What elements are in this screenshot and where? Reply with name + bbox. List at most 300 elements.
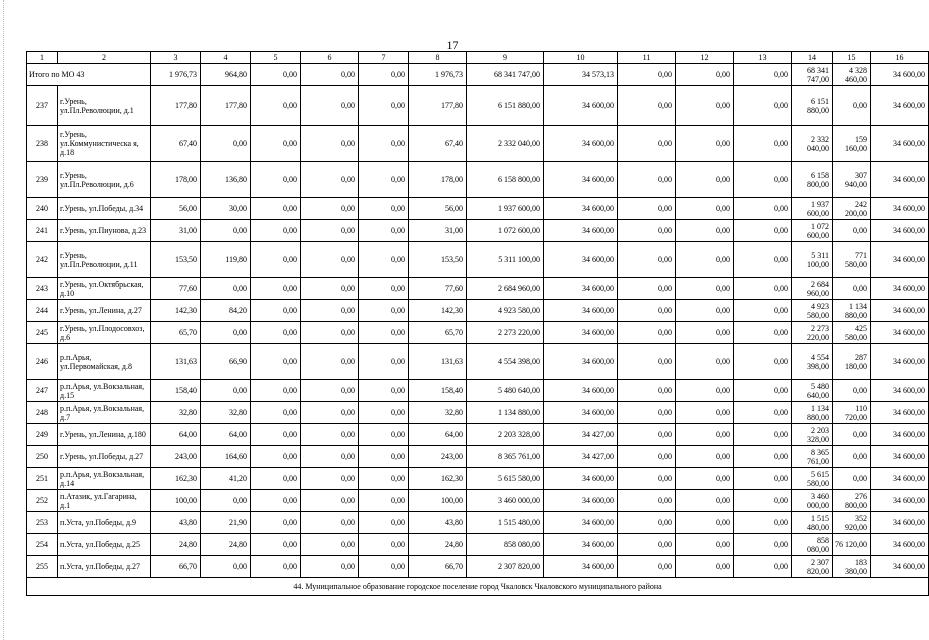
address-cell: г.Урень, ул.Пл.Революции, д.11: [58, 242, 151, 278]
table-cell: 0,00: [618, 424, 676, 446]
table-cell: 158,40: [151, 380, 201, 402]
row-number-cell: 250: [27, 446, 58, 468]
row-number-cell: 252: [27, 490, 58, 512]
table-cell: 0,00: [301, 534, 359, 556]
table-cell: 34 600,00: [871, 86, 929, 126]
table-cell: 8 365 761,00: [467, 446, 544, 468]
table-cell: 34 600,00: [544, 86, 618, 126]
table-cell: 0,00: [301, 126, 359, 162]
table-cell: 2 332 040,00: [792, 126, 833, 162]
table-cell: 0,00: [201, 278, 251, 300]
table-row: [27, 446, 929, 468]
table-cell: 0,00: [618, 446, 676, 468]
table-cell: 0,00: [676, 490, 734, 512]
table-cell: 162,30: [409, 468, 467, 490]
housing-program-table: [26, 51, 929, 596]
row-number-cell: 248: [27, 402, 58, 424]
row-number-cell: 244: [27, 300, 58, 322]
table-cell: 5 615 580,00: [467, 468, 544, 490]
table-cell: 0,00: [251, 424, 301, 446]
table-cell: 164,60: [201, 446, 251, 468]
table-cell: 0,00: [734, 424, 792, 446]
column-header: 16: [871, 52, 929, 64]
table-cell: 0,00: [301, 490, 359, 512]
table-cell: 0,00: [734, 446, 792, 468]
table-cell: 0,00: [359, 64, 409, 86]
table-cell: 0,00: [301, 220, 359, 242]
table-row: [27, 162, 929, 198]
table-cell: 77,60: [151, 278, 201, 300]
table-cell: 43,80: [409, 512, 467, 534]
table-cell: 0,00: [251, 162, 301, 198]
table-cell: 34 600,00: [544, 490, 618, 512]
table-cell: 0,00: [618, 198, 676, 220]
table-cell: 0,00: [676, 556, 734, 578]
table-cell: 0,00: [359, 198, 409, 220]
table-cell: 4 923 580,00: [467, 300, 544, 322]
table-cell: 2 307 820,00: [467, 556, 544, 578]
table-cell: 0,00: [618, 512, 676, 534]
table-cell: 0,00: [251, 242, 301, 278]
table-cell: 0,00: [359, 380, 409, 402]
column-header: 15: [833, 52, 871, 64]
table-cell: 1 937 600,00: [467, 198, 544, 220]
table-cell: 41,20: [201, 468, 251, 490]
table-cell: 34 600,00: [871, 446, 929, 468]
address-cell: р.п.Арья, ул.Первомайская, д.8: [58, 344, 151, 380]
page-edge-line: [3, 0, 5, 640]
table-cell: 159 160,00: [833, 126, 871, 162]
table-cell: 0,00: [734, 344, 792, 380]
table-cell: 0,00: [833, 380, 871, 402]
column-number-row: [27, 52, 929, 64]
column-header: 11: [618, 52, 676, 64]
table-cell: 0,00: [734, 402, 792, 424]
table-cell: 34 600,00: [871, 344, 929, 380]
address-cell: п.Уста, ул.Победы, д.25: [58, 534, 151, 556]
address-cell: р.п.Арья, ул.Вокзальная, д.14: [58, 468, 151, 490]
table-cell: 0,00: [618, 220, 676, 242]
table-cell: 0,00: [618, 300, 676, 322]
table-cell: 100,00: [409, 490, 467, 512]
table-cell: 0,00: [301, 64, 359, 86]
table-cell: 68 341 747,00: [792, 64, 833, 86]
row-number-cell: 247: [27, 380, 58, 402]
table-cell: 119,80: [201, 242, 251, 278]
table-cell: 65,70: [409, 322, 467, 344]
table-cell: 0,00: [833, 424, 871, 446]
table-cell: 30,00: [201, 198, 251, 220]
table-cell: 32,80: [201, 402, 251, 424]
table-cell: 1 134 880,00: [833, 300, 871, 322]
table-row: [27, 512, 929, 534]
table-cell: 34 600,00: [871, 402, 929, 424]
column-header: 12: [676, 52, 734, 64]
table-cell: 0,00: [618, 490, 676, 512]
table-cell: 0,00: [251, 556, 301, 578]
address-cell: г.Урень, ул.Ленина, д.27: [58, 300, 151, 322]
table-cell: 183 380,00: [833, 556, 871, 578]
table-cell: 34 573,13: [544, 64, 618, 86]
table-cell: 31,00: [151, 220, 201, 242]
table-cell: 34 600,00: [544, 300, 618, 322]
table-cell: 3 460 000,00: [467, 490, 544, 512]
table-cell: 0,00: [301, 198, 359, 220]
table-cell: 0,00: [301, 322, 359, 344]
table-cell: 2 307 820,00: [792, 556, 833, 578]
table-cell: 158,40: [409, 380, 467, 402]
table-cell: 178,00: [409, 162, 467, 198]
table-cell: 34 600,00: [871, 64, 929, 86]
address-cell: г.Урень, ул.Победы, д.27: [58, 446, 151, 468]
address-cell: г.Урень, ул.Пл.Революции, д.6: [58, 162, 151, 198]
table-cell: 0,00: [618, 126, 676, 162]
table-cell: 24,80: [151, 534, 201, 556]
column-header: 7: [359, 52, 409, 64]
table-cell: 34 427,00: [544, 424, 618, 446]
table-cell: 0,00: [301, 446, 359, 468]
table-cell: 0,00: [201, 556, 251, 578]
table-cell: 34 427,00: [544, 446, 618, 468]
table-cell: 0,00: [734, 512, 792, 534]
column-header: 4: [201, 52, 251, 64]
table-cell: 34 600,00: [871, 300, 929, 322]
table-cell: 177,80: [201, 86, 251, 126]
table-cell: 2 684 960,00: [792, 278, 833, 300]
table-cell: 964,80: [201, 64, 251, 86]
table-row: [27, 242, 929, 278]
table-cell: 142,30: [409, 300, 467, 322]
table-cell: 34 600,00: [871, 162, 929, 198]
table-cell: 0,00: [359, 242, 409, 278]
table-cell: 0,00: [359, 86, 409, 126]
table-cell: 5 480 640,00: [467, 380, 544, 402]
row-number-cell: 242: [27, 242, 58, 278]
row-number-cell: 239: [27, 162, 58, 198]
table-cell: 0,00: [359, 424, 409, 446]
table-cell: 0,00: [251, 198, 301, 220]
table-row: [27, 534, 929, 556]
table-row: [27, 126, 929, 162]
table-cell: 142,30: [151, 300, 201, 322]
table-cell: 2 273 220,00: [467, 322, 544, 344]
table-cell: 34 600,00: [544, 278, 618, 300]
section-footer-row: [27, 578, 929, 596]
table-cell: 31,00: [409, 220, 467, 242]
table-cell: 65,70: [151, 322, 201, 344]
table-cell: 64,00: [201, 424, 251, 446]
table-cell: 4 554 398,00: [467, 344, 544, 380]
table-cell: 43,80: [151, 512, 201, 534]
table-cell: 34 600,00: [544, 126, 618, 162]
table-cell: 6 158 800,00: [792, 162, 833, 198]
table-cell: 131,63: [151, 344, 201, 380]
table-cell: 34 600,00: [544, 380, 618, 402]
table-cell: 131,63: [409, 344, 467, 380]
table-cell: 0,00: [833, 86, 871, 126]
table-cell: 0,00: [676, 424, 734, 446]
column-header: 8: [409, 52, 467, 64]
column-header: 6: [301, 52, 359, 64]
table-cell: 0,00: [734, 300, 792, 322]
table-cell: 242 200,00: [833, 198, 871, 220]
table-cell: 0,00: [676, 512, 734, 534]
row-number-cell: 255: [27, 556, 58, 578]
column-header: 10: [544, 52, 618, 64]
table-cell: 162,30: [151, 468, 201, 490]
table-cell: 0,00: [251, 64, 301, 86]
table-cell: 352 920,00: [833, 512, 871, 534]
table-cell: 243,00: [151, 446, 201, 468]
table-cell: 2 684 960,00: [467, 278, 544, 300]
table-cell: 34 600,00: [871, 220, 929, 242]
table-cell: 0,00: [201, 220, 251, 242]
address-cell: р.п.Арья, ул.Вокзальная, д.7: [58, 402, 151, 424]
table-row: [27, 490, 929, 512]
table-cell: 0,00: [618, 556, 676, 578]
table-cell: 66,70: [409, 556, 467, 578]
table-cell: 0,00: [833, 468, 871, 490]
table-cell: 0,00: [251, 490, 301, 512]
table-cell: 34 600,00: [871, 198, 929, 220]
table-cell: 0,00: [359, 126, 409, 162]
table-cell: 771 580,00: [833, 242, 871, 278]
table-cell: 34 600,00: [544, 322, 618, 344]
address-cell: г.Урень, ул.Октябрьская, д.10: [58, 278, 151, 300]
address-cell: п.Уста, ул.Победы, д.9: [58, 512, 151, 534]
table-cell: 0,00: [251, 300, 301, 322]
section-title: 44. Муниципальное образование городское поселение город Чкаловск Чкаловского муниципального района: [27, 578, 929, 596]
table-cell: 287 180,00: [833, 344, 871, 380]
table-cell: 34 600,00: [871, 380, 929, 402]
table-cell: 0,00: [676, 64, 734, 86]
table-cell: 34 600,00: [544, 512, 618, 534]
table-cell: 0,00: [301, 424, 359, 446]
column-header: 1: [27, 52, 58, 64]
table-cell: 0,00: [676, 322, 734, 344]
table-cell: 0,00: [301, 344, 359, 380]
table-cell: 34 600,00: [871, 534, 929, 556]
table-cell: 0,00: [618, 322, 676, 344]
row-number-cell: 243: [27, 278, 58, 300]
column-header: 5: [251, 52, 301, 64]
table-cell: 34 600,00: [871, 278, 929, 300]
table-cell: 0,00: [359, 490, 409, 512]
table-row: [27, 344, 929, 380]
row-number-cell: 251: [27, 468, 58, 490]
table-cell: 0,00: [251, 446, 301, 468]
table-cell: 8 365 761,00: [792, 446, 833, 468]
table-cell: 136,80: [201, 162, 251, 198]
table-cell: 0,00: [251, 534, 301, 556]
table-cell: 68 341 747,00: [467, 64, 544, 86]
table-cell: 0,00: [734, 126, 792, 162]
table-cell: 0,00: [359, 344, 409, 380]
row-number-cell: 249: [27, 424, 58, 446]
row-number-cell: 241: [27, 220, 58, 242]
table-cell: 0,00: [359, 446, 409, 468]
table-row: [27, 300, 929, 322]
table-cell: 0,00: [734, 556, 792, 578]
table-cell: 34 600,00: [544, 468, 618, 490]
table-cell: 34 600,00: [871, 126, 929, 162]
column-header: 13: [734, 52, 792, 64]
table-cell: 0,00: [201, 490, 251, 512]
table-cell: 76 120,00: [833, 534, 871, 556]
table-cell: 84,20: [201, 300, 251, 322]
table-cell: 0,00: [251, 322, 301, 344]
table-cell: 2 273 220,00: [792, 322, 833, 344]
table-cell: 0,00: [734, 64, 792, 86]
total-row: [27, 64, 929, 86]
table-cell: 858 080,00: [467, 534, 544, 556]
table-cell: 0,00: [676, 220, 734, 242]
table-cell: 0,00: [251, 402, 301, 424]
table-row: [27, 380, 929, 402]
table-cell: 0,00: [618, 534, 676, 556]
table-cell: 425 580,00: [833, 322, 871, 344]
table-cell: 0,00: [301, 468, 359, 490]
row-number-cell: 237: [27, 86, 58, 126]
table-cell: 24,80: [409, 534, 467, 556]
table-cell: 0,00: [359, 322, 409, 344]
table-cell: 0,00: [676, 86, 734, 126]
table-cell: 0,00: [251, 126, 301, 162]
column-header: 2: [58, 52, 151, 64]
table-cell: 32,80: [151, 402, 201, 424]
table-cell: 0,00: [301, 512, 359, 534]
table-cell: 243,00: [409, 446, 467, 468]
table-cell: 0,00: [251, 468, 301, 490]
table-row: [27, 322, 929, 344]
table-cell: 0,00: [734, 198, 792, 220]
table-cell: 0,00: [359, 534, 409, 556]
table-cell: 0,00: [734, 162, 792, 198]
table-cell: 34 600,00: [871, 322, 929, 344]
table-row: [27, 198, 929, 220]
table-cell: 0,00: [618, 278, 676, 300]
row-number-cell: 238: [27, 126, 58, 162]
table-cell: 0,00: [734, 380, 792, 402]
table-cell: 34 600,00: [544, 242, 618, 278]
table-cell: 0,00: [676, 380, 734, 402]
table-cell: 0,00: [734, 322, 792, 344]
table-cell: 0,00: [734, 242, 792, 278]
table-cell: 6 151 880,00: [792, 86, 833, 126]
column-header: 14: [792, 52, 833, 64]
table-cell: 0,00: [359, 220, 409, 242]
table-cell: 100,00: [151, 490, 201, 512]
table-cell: 34 600,00: [544, 162, 618, 198]
total-label: Итого по МО 43: [27, 64, 151, 86]
table-cell: 307 940,00: [833, 162, 871, 198]
table-cell: 77,60: [409, 278, 467, 300]
table-cell: 0,00: [676, 126, 734, 162]
address-cell: г.Урень, ул.Пиунова, д.23: [58, 220, 151, 242]
table-cell: 34 600,00: [544, 534, 618, 556]
table-cell: 0,00: [201, 126, 251, 162]
table-cell: 2 203 328,00: [467, 424, 544, 446]
table-cell: 24,80: [201, 534, 251, 556]
table-cell: 0,00: [618, 344, 676, 380]
table-cell: 0,00: [359, 300, 409, 322]
table-cell: 0,00: [301, 556, 359, 578]
address-cell: г.Урень, ул.Коммунистическа я, д.18: [58, 126, 151, 162]
table-cell: 67,40: [151, 126, 201, 162]
table-cell: 0,00: [359, 556, 409, 578]
table-cell: 177,80: [151, 86, 201, 126]
table-cell: 66,70: [151, 556, 201, 578]
table-cell: 34 600,00: [544, 556, 618, 578]
table-cell: 177,80: [409, 86, 467, 126]
table-cell: 0,00: [676, 278, 734, 300]
table-cell: 1 937 600,00: [792, 198, 833, 220]
table-cell: 0,00: [833, 220, 871, 242]
address-cell: г.Урень, ул.Плодосовхоз, д.6: [58, 322, 151, 344]
table-cell: 34 600,00: [871, 556, 929, 578]
table-body: [27, 52, 929, 596]
table-cell: 0,00: [676, 402, 734, 424]
table-cell: 1 134 880,00: [467, 402, 544, 424]
address-cell: п.Уста, ул.Победы, д.27: [58, 556, 151, 578]
table-cell: 1 072 600,00: [467, 220, 544, 242]
table-cell: 64,00: [409, 424, 467, 446]
table-cell: 4 923 580,00: [792, 300, 833, 322]
table-cell: 4 328 460,00: [833, 64, 871, 86]
table-cell: 5 480 640,00: [792, 380, 833, 402]
table-row: [27, 424, 929, 446]
table-cell: 0,00: [676, 446, 734, 468]
table-cell: 34 600,00: [544, 198, 618, 220]
column-header: 3: [151, 52, 201, 64]
table-cell: 0,00: [833, 278, 871, 300]
table-cell: 0,00: [201, 380, 251, 402]
table-cell: 0,00: [301, 242, 359, 278]
table-cell: 858 080,00: [792, 534, 833, 556]
table-cell: 56,00: [151, 198, 201, 220]
address-cell: г.Урень, ул.Пл.Революции, д.1: [58, 86, 151, 126]
table-cell: 0,00: [676, 534, 734, 556]
table-cell: 0,00: [301, 380, 359, 402]
table-cell: 0,00: [734, 468, 792, 490]
table-cell: 0,00: [301, 162, 359, 198]
table-cell: 0,00: [359, 512, 409, 534]
table-row: [27, 556, 929, 578]
row-number-cell: 240: [27, 198, 58, 220]
table-cell: 153,50: [409, 242, 467, 278]
table-row: [27, 220, 929, 242]
table-cell: 0,00: [251, 278, 301, 300]
table-cell: 0,00: [251, 380, 301, 402]
table-row: [27, 278, 929, 300]
table-cell: 0,00: [359, 402, 409, 424]
row-number-cell: 246: [27, 344, 58, 380]
table-cell: 0,00: [676, 300, 734, 322]
column-header: 9: [467, 52, 544, 64]
table-cell: 34 600,00: [871, 468, 929, 490]
table-cell: 0,00: [618, 64, 676, 86]
table-cell: 0,00: [301, 402, 359, 424]
table-row: [27, 86, 929, 126]
row-number-cell: 254: [27, 534, 58, 556]
table-cell: 110 720,00: [833, 402, 871, 424]
table-cell: 0,00: [618, 468, 676, 490]
table-cell: 34 600,00: [544, 402, 618, 424]
table-cell: 0,00: [359, 162, 409, 198]
table-cell: 276 800,00: [833, 490, 871, 512]
table-cell: 5 615 580,00: [792, 468, 833, 490]
table-cell: 34 600,00: [871, 490, 929, 512]
